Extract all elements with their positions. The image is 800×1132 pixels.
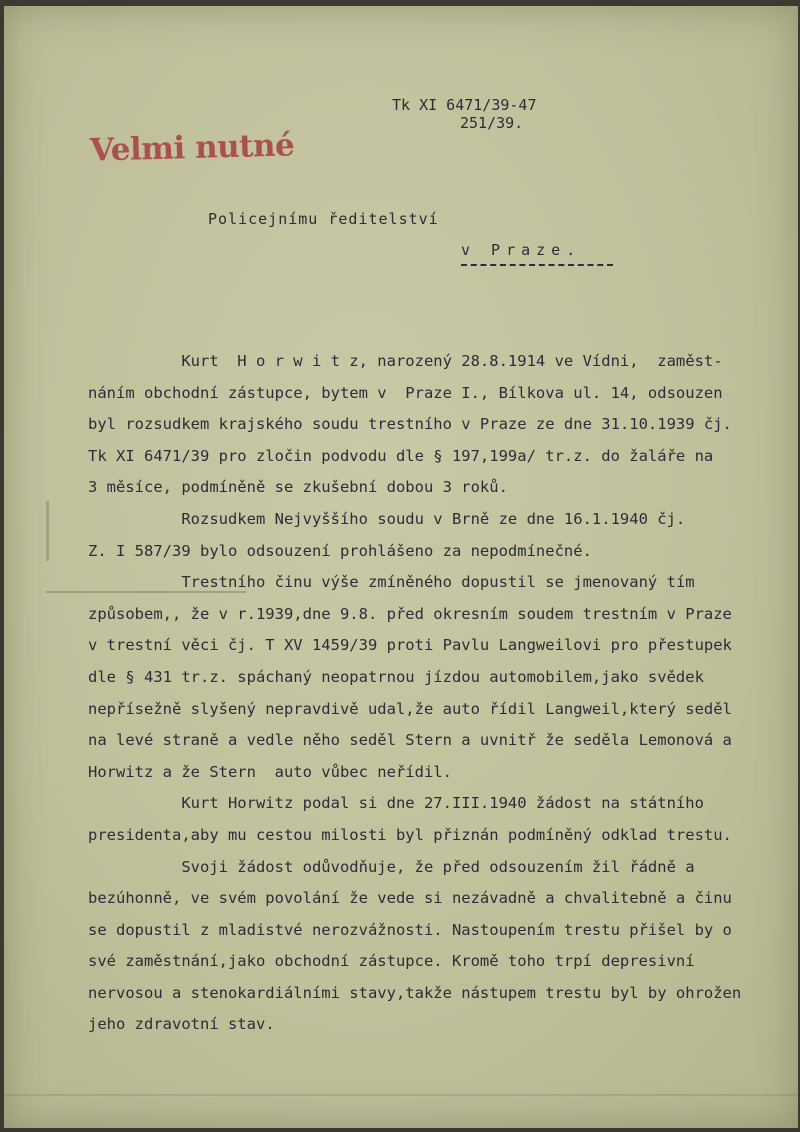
body-line: bezúhonně, ve svém povolání že vede si nezávadně a chvalitebně a činu [88, 889, 732, 908]
body-line: Horwitz a že Stern auto vůbec neřídil. [88, 762, 452, 781]
body-line: své zaměstnání,jako obchodní zástupce. Kromě toho trpí depresivní [88, 952, 695, 971]
urgent-stamp: Velmi nutné [89, 127, 295, 169]
body-line: presidenta,aby mu cestou milosti byl přiznán podmíněný odklad trestu. [88, 825, 732, 844]
body-line: Trestního činu výše zmíněného dopustil se jmenovaný tím [88, 573, 695, 592]
body-line: jeho zdravotní stav. [88, 1015, 275, 1034]
letter-body [88, 352, 788, 1047]
addressee-line-2: v Praze. [461, 241, 582, 259]
body-line: 3 měsíce, podmíněně se zkušební dobou 3 roků. [88, 478, 508, 497]
body-line: na levé straně a vedle něho seděl Stern a uvnitř že seděla Lemonová a [88, 731, 732, 750]
margin-bracket-mark [46, 501, 49, 561]
body-line: nervosou a stenokardiálními stavy,takže nástupem trestu byl by ohrožen [88, 983, 742, 1002]
body-line: Svoji žádost odůvodňuje, že před odsouzením žil řádně a [88, 857, 695, 876]
body-line: Rozsudkem Nejvyššího soudu v Brně ze dne 16.1.1940 čj. [88, 509, 686, 528]
reference-number [392, 96, 537, 132]
body-line: Kurt Horwitz podal si dne 27.III.1940 žádost na státního [88, 794, 704, 813]
body-line: dle § 431 tr.z. spáchaný neopatrnou jízdou automobilem,jako svědek [88, 667, 704, 686]
body-line: se dopustil z mladistvé nerozvážnosti. Nastoupením trestu přišel by o [88, 920, 732, 939]
body-line: nepřísežně slyšený nepravdivě udal,že auto řídil Langweil,který seděl [88, 699, 732, 718]
body-line: Z. I 587/39 bylo odsouzení prohlášeno za nepodmínečné. [88, 541, 592, 560]
reference-line-1: Tk XI 6471/39-47 [392, 96, 537, 114]
paper-crease [4, 1094, 798, 1096]
body-line: Kurt H o r w i t z, narozený 28.8.1914 ve Vídni, zaměst- [88, 352, 723, 370]
body-line: v trestní věci čj. T XV 1459/39 proti Pavlu Langweilovi pro přestupek [88, 636, 732, 655]
body-line: náním obchodní zástupce, bytem v Praze I., Bílkova ul. 14, odsouzen [88, 383, 723, 402]
body-line: byl rozsudkem krajského soudu trestního v Praze ze dne 31.10.1939 čj. [88, 415, 732, 434]
reference-line-2: 251/39. [460, 114, 524, 132]
document-page [4, 6, 798, 1128]
body-line: Tk XI 6471/39 pro zločin podvodu dle § 197,199a/ tr.z. do žaláře na [88, 446, 714, 465]
addressee-underline [461, 264, 613, 266]
body-line: způsobem,, že v r.1939,dne 9.8. před okresním soudem trestním v Praze [88, 604, 732, 623]
addressee-line-1: Policejnímu ředitelství [208, 210, 439, 228]
